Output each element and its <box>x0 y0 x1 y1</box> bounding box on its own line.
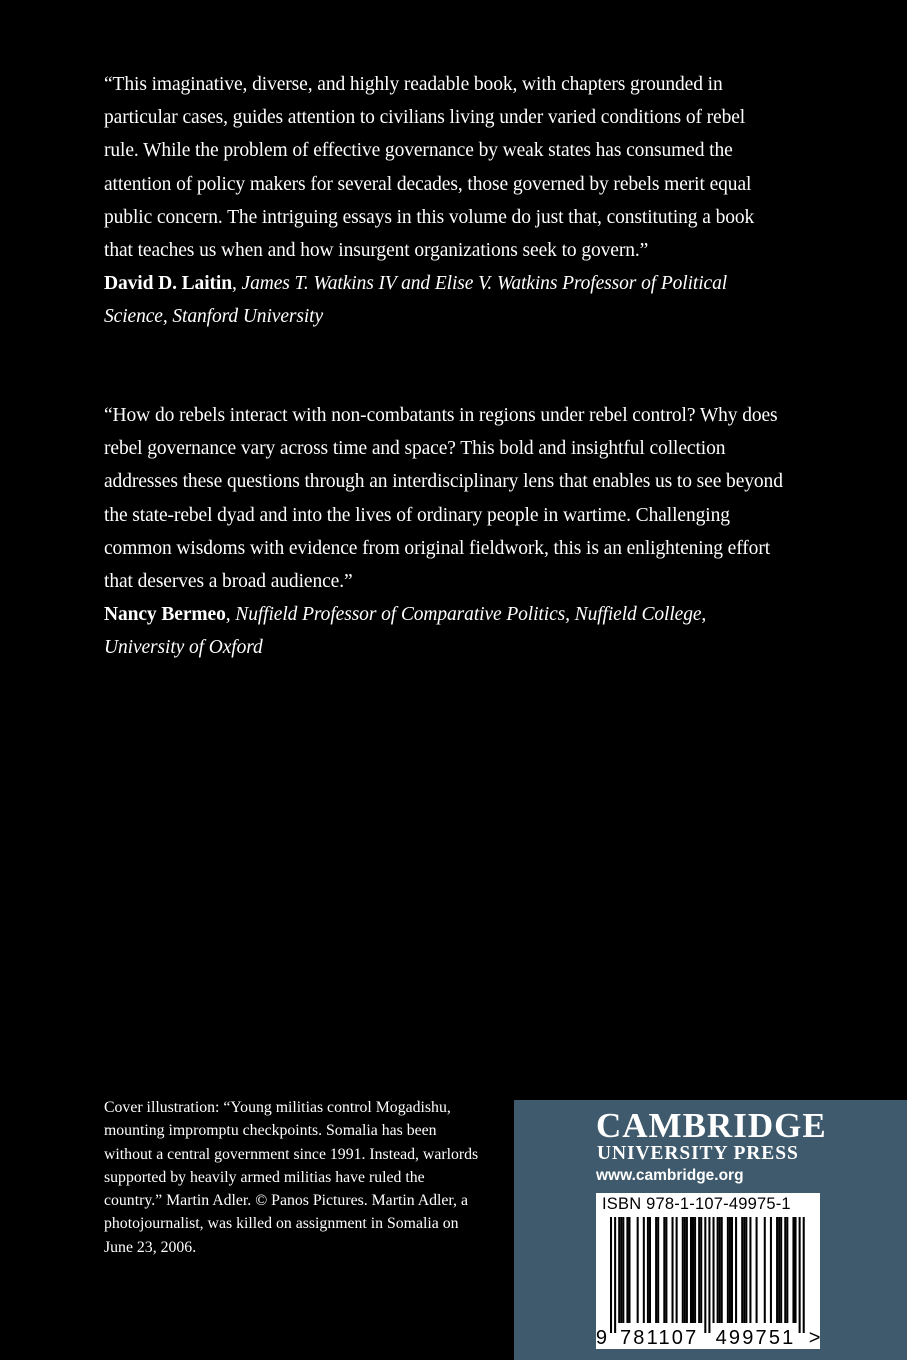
barcode-graphic <box>596 1193 820 1349</box>
barcode-bar <box>610 1217 612 1333</box>
barcode-bar <box>663 1217 665 1323</box>
barcode-bar <box>713 1217 715 1323</box>
barcode-bar <box>764 1217 766 1323</box>
barcode-bar <box>721 1217 723 1323</box>
barcode-bar <box>622 1217 624 1323</box>
barcode-bar <box>770 1217 772 1323</box>
blurb-quote: “How do rebels interact with non-combatants in regions under rebel control? Why does rebel governance vary across time and space? This bold and insightful collection addresses these questions through an interdisciplinary lens that enables us to see beyond the state-rebel dyad and into the lives of ordinary people in wartime. Challenging common wisdoms with evidence from original fieldwork, this is an enlightening effort that deserves a broad audience.” <box>104 405 783 593</box>
barcode-bar <box>731 1217 733 1323</box>
barcode-bar <box>792 1217 794 1323</box>
barcode-bar <box>708 1217 710 1333</box>
barcode-bar <box>756 1217 758 1323</box>
barcode-bar <box>735 1217 737 1323</box>
cover-illustration-credit: Cover illustration: “Young militias control Mogadishu, mounting impromptu checkpoints. Somalia has been without a central government since 1991. Instead, warlords supported by heavily armed militias have ruled the country.” Martin Adler. © Panos Pictures. Martin Adler, a photojournalist, was killed on assignment in Somalia on June 23, 2006. <box>104 1099 479 1256</box>
barcode-bar <box>647 1217 649 1323</box>
barcode-bar <box>795 1217 797 1323</box>
publisher-name: CAMBRIDGE <box>596 1106 827 1145</box>
barcode-bar <box>749 1217 751 1323</box>
barcode-bar <box>698 1217 700 1323</box>
endorser-name: David D. Laitin <box>104 273 232 295</box>
publisher-panel <box>514 1100 907 1360</box>
barcode-bar <box>692 1217 694 1323</box>
blurb-laitin <box>104 68 784 334</box>
barcode-bar <box>786 1217 788 1323</box>
barcode-bar <box>676 1217 678 1323</box>
barcode-bar <box>778 1217 780 1323</box>
publisher-subtitle: UNIVERSITY PRESS <box>597 1143 799 1164</box>
endorser-title: Nuffield Professor of Comparative Politics, Nuffield College, University of Oxford <box>104 604 707 659</box>
blurb-bermeo <box>104 399 784 665</box>
endorser-title: James T. Watkins IV and Elise V. Watkins Professor of Political Science, Stanford University <box>104 273 728 328</box>
barcode-bar <box>694 1217 696 1323</box>
barcode-bar <box>626 1217 628 1323</box>
barcode-bar <box>628 1217 630 1323</box>
barcode-bar <box>614 1217 616 1333</box>
barcode-bar <box>803 1217 805 1333</box>
barcode-bar <box>743 1217 745 1323</box>
barcode-bar <box>665 1217 667 1323</box>
isbn-label: ISBN 978-1-107-49975-1 <box>602 1195 791 1213</box>
barcode-bar <box>643 1217 645 1323</box>
barcode-bar <box>799 1217 801 1333</box>
barcode-bar <box>682 1217 684 1323</box>
barcode-bar <box>776 1217 778 1323</box>
blurb-attribution: Nancy Bermeo, Nuffield Professor of Comparative Politics, Nuffield College, University of Oxford <box>104 604 707 659</box>
blurb-attribution: David D. Laitin, James T. Watkins IV and Elise V. Watkins Professor of Political Science, Stanford University <box>104 273 728 328</box>
barcode-bar <box>657 1217 659 1323</box>
barcode-bar <box>684 1217 686 1323</box>
publisher-url: www.cambridge.org <box>596 1167 744 1184</box>
barcode-bar <box>717 1217 719 1323</box>
barcode-bar <box>686 1217 688 1323</box>
barcode-bar <box>655 1217 657 1323</box>
barcode-bar <box>649 1217 651 1323</box>
barcode-digit-lead: 9 <box>596 1327 607 1349</box>
barcode-bar <box>784 1217 786 1323</box>
barcode-bar <box>729 1217 731 1323</box>
endorser-name: Nancy Bermeo <box>104 604 226 626</box>
barcode-quiet-zone-mark: > <box>808 1327 820 1349</box>
barcode-bar <box>745 1217 747 1323</box>
barcode-bar <box>690 1217 692 1323</box>
barcode-bar <box>700 1217 702 1323</box>
barcode-bar <box>704 1217 706 1333</box>
barcode-bar <box>719 1217 721 1323</box>
barcode-bar <box>618 1217 620 1323</box>
barcode-digits-right: 499751 <box>715 1327 796 1349</box>
barcode-bar <box>727 1217 729 1323</box>
barcode-digits-left: 781107 <box>619 1327 699 1349</box>
barcode-bar <box>780 1217 782 1323</box>
barcode-bar <box>741 1217 743 1323</box>
barcode-bar <box>620 1217 622 1323</box>
barcode-bar <box>672 1217 674 1323</box>
isbn-barcode <box>596 1193 820 1349</box>
barcode-bar <box>637 1217 639 1323</box>
blurb-quote: “This imaginative, diverse, and highly readable book, with chapters grounded in particular cases, guides attention to civilians living under varied conditions of rebel rule. While the problem of effective governance by weak states has consumed the attention of policy makers for several decades, those governed by rebels merit equal public concern. The intriguing essays in this volume do just that, constituting a book that teaches us when and how insurgent organizations seek to govern.” <box>104 74 755 262</box>
